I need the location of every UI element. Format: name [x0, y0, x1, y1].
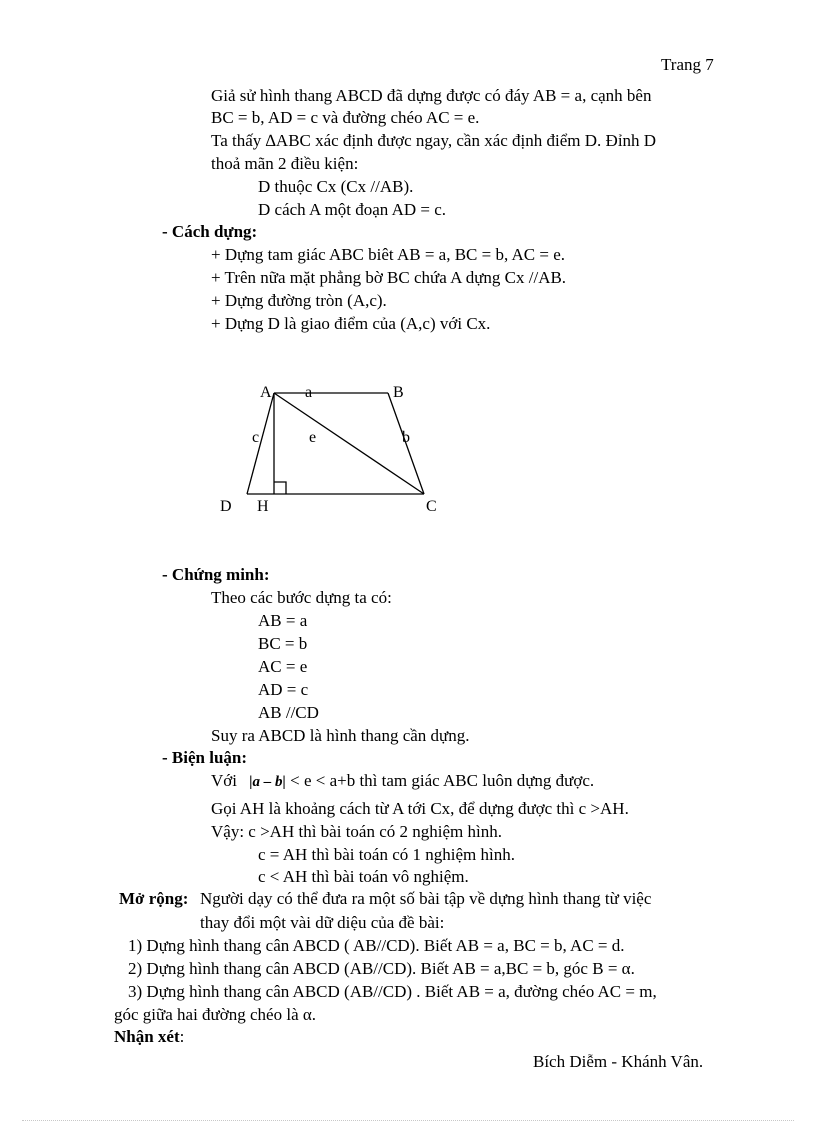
- discussion-line-2: Gọi AH là khoảng cách từ A tới Cx, để dựng được thì c >AH.: [211, 799, 629, 818]
- analysis-line-4: thoả mãn 2 điều kiện:: [211, 154, 359, 173]
- trapezoid-figure: [210, 376, 450, 522]
- discussion-line-5: c < AH thì bài toán vô nghiệm.: [258, 867, 469, 886]
- label-side-a: a: [305, 384, 313, 401]
- exercise-1: 1) Dựng hình thang cân ABCD ( AB//CD). Biết AB = a, BC = b, AC = d.: [128, 936, 625, 955]
- exercise-3-continued: góc giữa hai đường chéo là α.: [114, 1005, 317, 1024]
- proof-conclusion: Suy ra ABCD là hình thang cần dựng.: [211, 726, 470, 745]
- proof-fact-2: BC = b: [258, 634, 308, 653]
- proof-fact-5: AB //CD: [258, 703, 319, 722]
- label-d-vertex: D: [220, 498, 232, 515]
- label-diagonal-e: e: [309, 429, 317, 446]
- discussion-with: Với: [211, 771, 237, 790]
- extension-heading: Mở rộng:: [119, 889, 189, 908]
- label-a-vertex: A: [260, 384, 272, 401]
- discussion-line-4: c = AH thì bài toán có 1 nghiệm hình.: [258, 845, 515, 864]
- exercise-3: 3) Dựng hình thang cân ABCD (AB//CD) . Biết AB = a, đường chéo AC = m,: [128, 982, 657, 1001]
- label-side-b: b: [402, 429, 410, 446]
- right-angle-mark: [274, 482, 286, 494]
- analysis-line-3: Ta thấy ∆ABC xác định được ngay, cần xác định điểm D. Đỉnh D: [211, 131, 657, 150]
- label-b-vertex: B: [393, 384, 404, 401]
- proof-intro: Theo các bước dựng ta có:: [211, 588, 392, 607]
- remark-heading: [114, 1027, 184, 1047]
- label-h-point: H: [257, 498, 269, 515]
- remark-colon: :: [179, 1027, 185, 1046]
- proof-heading: - Chứng minh:: [162, 565, 270, 584]
- discussion-line-3: Vậy: c >AH thì bài toán có 2 nghiệm hình.: [211, 822, 502, 841]
- construction-step-4: + Dựng D là giao điểm của (A,c) với Cx.: [211, 314, 491, 333]
- proof-fact-3: AC = e: [258, 657, 308, 676]
- exercise-2: 2) Dựng hình thang cân ABCD (AB//CD). Biết AB = a,BC = b, góc B = α.: [128, 959, 635, 978]
- label-c-vertex: C: [426, 498, 437, 515]
- construction-step-2: + Trên nữa mặt phẳng bờ BC chứa A dựng Cx //AB.: [211, 268, 567, 287]
- construction-step-3: + Dựng đường tròn (A,c).: [211, 291, 387, 310]
- condition-2: D cách A một đoạn AD = c.: [258, 200, 447, 219]
- analysis-line-1: Giả sử hình thang ABCD đã dựng được có đáy AB = a, cạnh bên: [211, 86, 652, 105]
- discussion-heading: - Biện luận:: [162, 748, 248, 767]
- page-bottom-divider: [22, 1120, 794, 1121]
- discussion-inequality: < e < a+b thì tam giác ABC luôn dựng được.: [290, 771, 595, 790]
- construction-step-1: + Dựng tam giác ABC biêt AB = a, BC = b, AC = e.: [211, 245, 566, 264]
- extension-text-2: thay đổi một vài dữ diệu của đề bài:: [200, 913, 445, 932]
- proof-fact-4: AD = c: [258, 680, 309, 699]
- condition-1: D thuộc Cx (Cx //AB).: [258, 177, 414, 196]
- abs-difference: |a – b|: [249, 774, 286, 790]
- construction-heading: - Cách dựng:: [162, 222, 258, 241]
- page-header: Trang 7: [661, 55, 714, 74]
- analysis-line-2: BC = b, AD = c và đường chéo AC = e.: [211, 108, 480, 127]
- discussion-line-1: [211, 771, 594, 792]
- extension-text-1: Người dạy có thể đưa ra một số bài tập về dựng hình thang từ việc: [200, 889, 652, 908]
- author-signature: Bích Diễm - Khánh Vân.: [533, 1052, 704, 1071]
- label-side-c: c: [252, 429, 260, 446]
- remark-label: Nhận xét: [114, 1027, 180, 1046]
- proof-fact-1: AB = a: [258, 611, 308, 630]
